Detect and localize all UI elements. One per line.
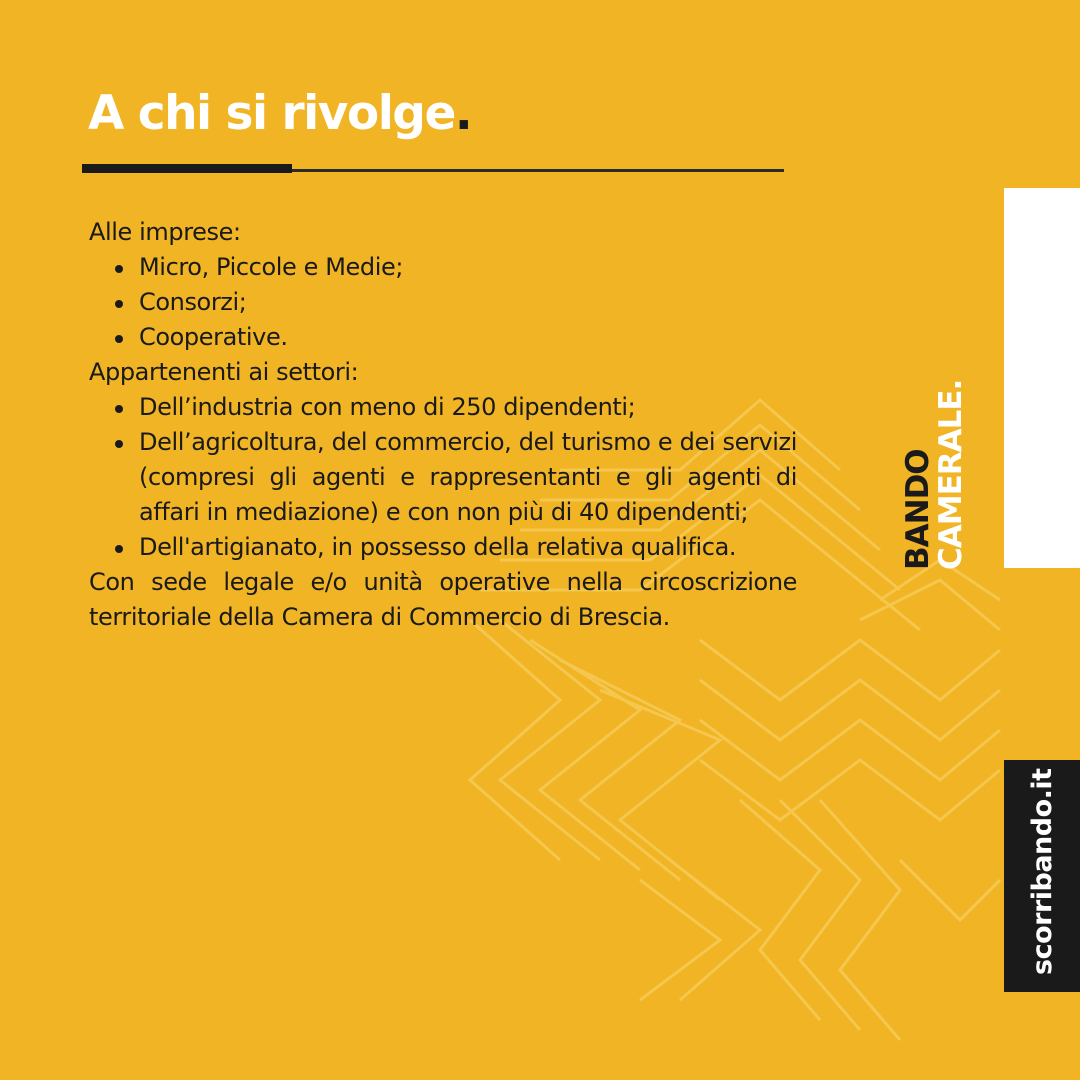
list-item: Micro, Piccole e Medie; <box>139 250 797 285</box>
imprese-list <box>89 250 797 355</box>
closing-paragraph: Con sede legale e/o unità operative nella circoscrizione territoriale della Camera di Commercio di Brescia. <box>89 568 797 631</box>
list-item: Consorzi; <box>139 285 797 320</box>
list-item: Cooperative. <box>139 320 797 355</box>
list-item: Dell’agricoltura, del commercio, del turismo e dei servizi (compresi gli agenti e rappresentanti e gli agenti di affari in mediazione) e con non più di 40 dipendenti; <box>139 425 797 530</box>
side-white-panel <box>1004 188 1080 568</box>
imprese-label: Alle imprese: <box>89 218 241 246</box>
eligibility-text <box>89 215 797 635</box>
website-panel <box>1004 760 1080 992</box>
settori-list <box>89 390 797 565</box>
website-link[interactable]: scorribando.it <box>1027 768 1058 975</box>
bando-camerale-label <box>902 375 982 570</box>
page-title <box>88 86 471 142</box>
label-line-2: CAMERALE. <box>933 379 969 570</box>
label-line-1: BANDO <box>900 449 936 570</box>
list-item: Dell'artigianato, in possesso della relativa qualifica. <box>139 530 797 565</box>
list-item: Dell’industria con meno di 250 dipendenti; <box>139 390 797 425</box>
title-underline-accent <box>82 164 292 173</box>
settori-label: Appartenenti ai settori: <box>89 358 359 386</box>
title-dot: . <box>454 86 472 141</box>
title-text: A chi si rivolge <box>88 86 455 141</box>
